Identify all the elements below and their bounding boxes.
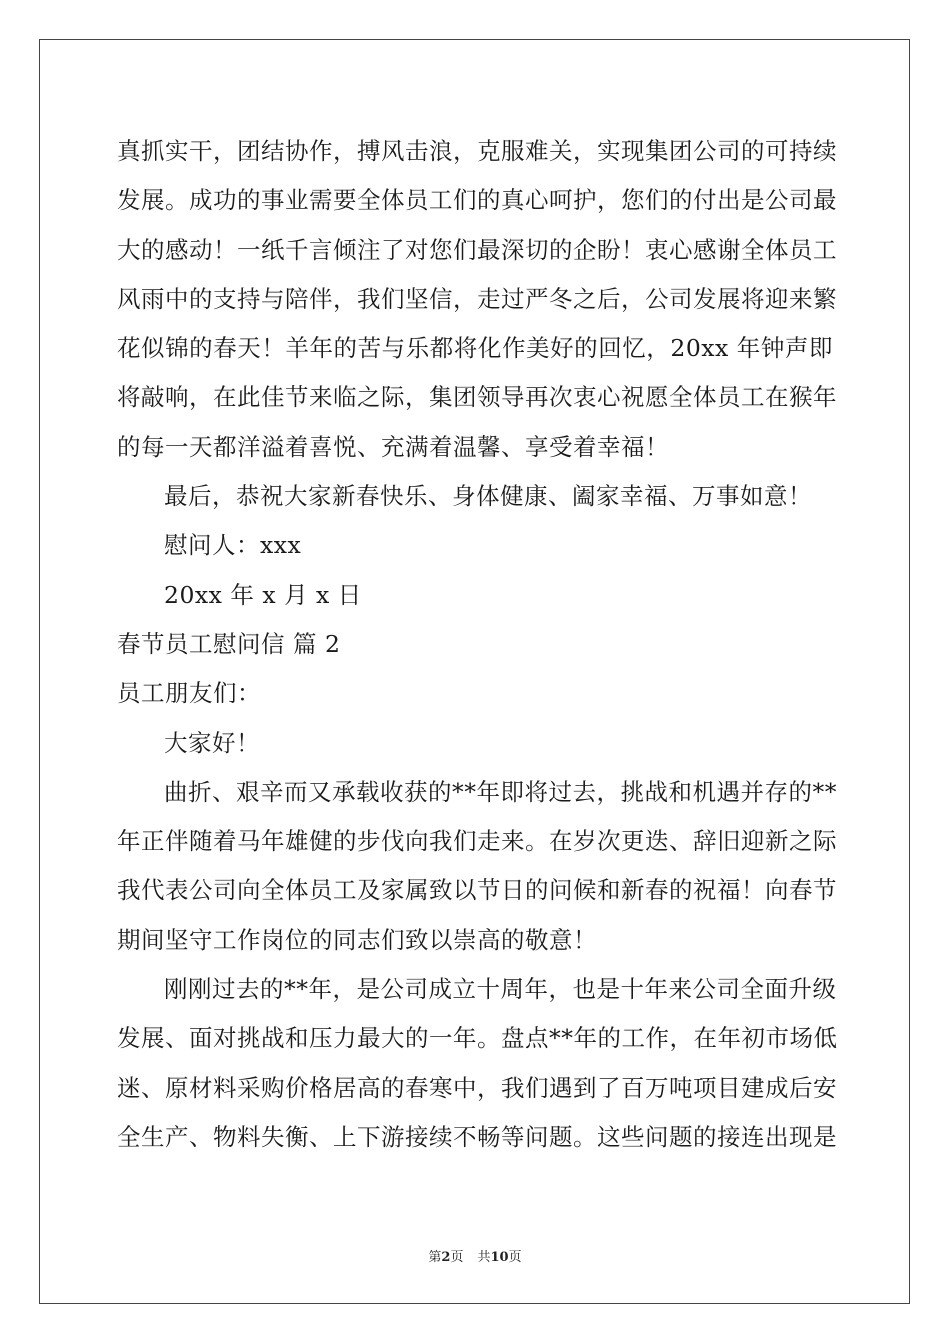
letter-date: 20xx 年 x 月 x 日 — [164, 580, 362, 609]
total-pages: 10 — [490, 1250, 509, 1265]
page-number: 2 — [441, 1250, 451, 1265]
text-line: 大的感动！一纸千言倾注了对您们最深切的企盼！衷心感谢全体员工 — [117, 235, 837, 264]
text-line: 曲折、艰辛而又承载收获的**年即将过去，挑战和机遇并存的** — [164, 777, 837, 806]
page-suffix: 页 — [450, 1250, 464, 1265]
closing-wishes: 最后，恭祝大家新春快乐、身体健康、阖家幸福、万事如意！ — [164, 482, 812, 511]
salutation: 员工朋友们： — [117, 679, 261, 708]
total-suffix: 页 — [508, 1250, 522, 1265]
total-prefix: 共 — [477, 1250, 491, 1265]
text-line: 迷、原材料采购价格居高的春寒中，我们遇到了百万吨项目建成后安 — [117, 1073, 837, 1102]
text-line: 发展、面对挑战和压力最大的一年。盘点**年的工作，在年初市场低 — [117, 1024, 838, 1053]
page-prefix: 第 — [428, 1250, 442, 1265]
page-footer — [0, 1246, 950, 1265]
text-line: 风雨中的支持与陪伴，我们坚信，走过严冬之后，公司发展将迎来繁 — [117, 284, 837, 313]
text-line: 真抓实干，团结协作，搏风击浪，克服难关，实现集团公司的可持续 — [117, 137, 837, 165]
text-line: 期间坚守工作岗位的同志们致以崇高的敬意！ — [117, 925, 597, 954]
document-body — [117, 127, 837, 1162]
text-line: 发展。成功的事业需要全体员工们的真心呵护，您们的付出是公司最 — [117, 186, 837, 215]
text-line: 我代表公司向全体员工及家属致以节日的问候和新春的祝福！向春节 — [117, 876, 837, 905]
greeting: 大家好！ — [164, 728, 260, 757]
text-line: 全生产、物料失衡、上下游接续不畅等问题。这些问题的接连出现是 — [117, 1122, 837, 1151]
section-heading: 春节员工慰问信 篇 2 — [117, 629, 341, 658]
text-line: 年正伴随着马年雄健的步伐向我们走来。在岁次更迭、辞旧迎新之际 — [117, 827, 837, 856]
text-line: 将敲响，在此佳节来临之际，集团领导再次衷心祝愿全体员工在猴年 — [117, 383, 837, 412]
signatory: 慰问人：xxx — [164, 531, 302, 560]
text-line: 花似锦的春天！羊年的苦与乐都将化作美好的回忆，20xx 年钟声即 — [117, 334, 833, 363]
text-line: 刚刚过去的**年，是公司成立十周年，也是十年来公司全面升级 — [164, 975, 837, 1004]
text-line: 的每一天都洋溢着喜悦、充满着温馨、享受着幸福！ — [117, 432, 669, 461]
